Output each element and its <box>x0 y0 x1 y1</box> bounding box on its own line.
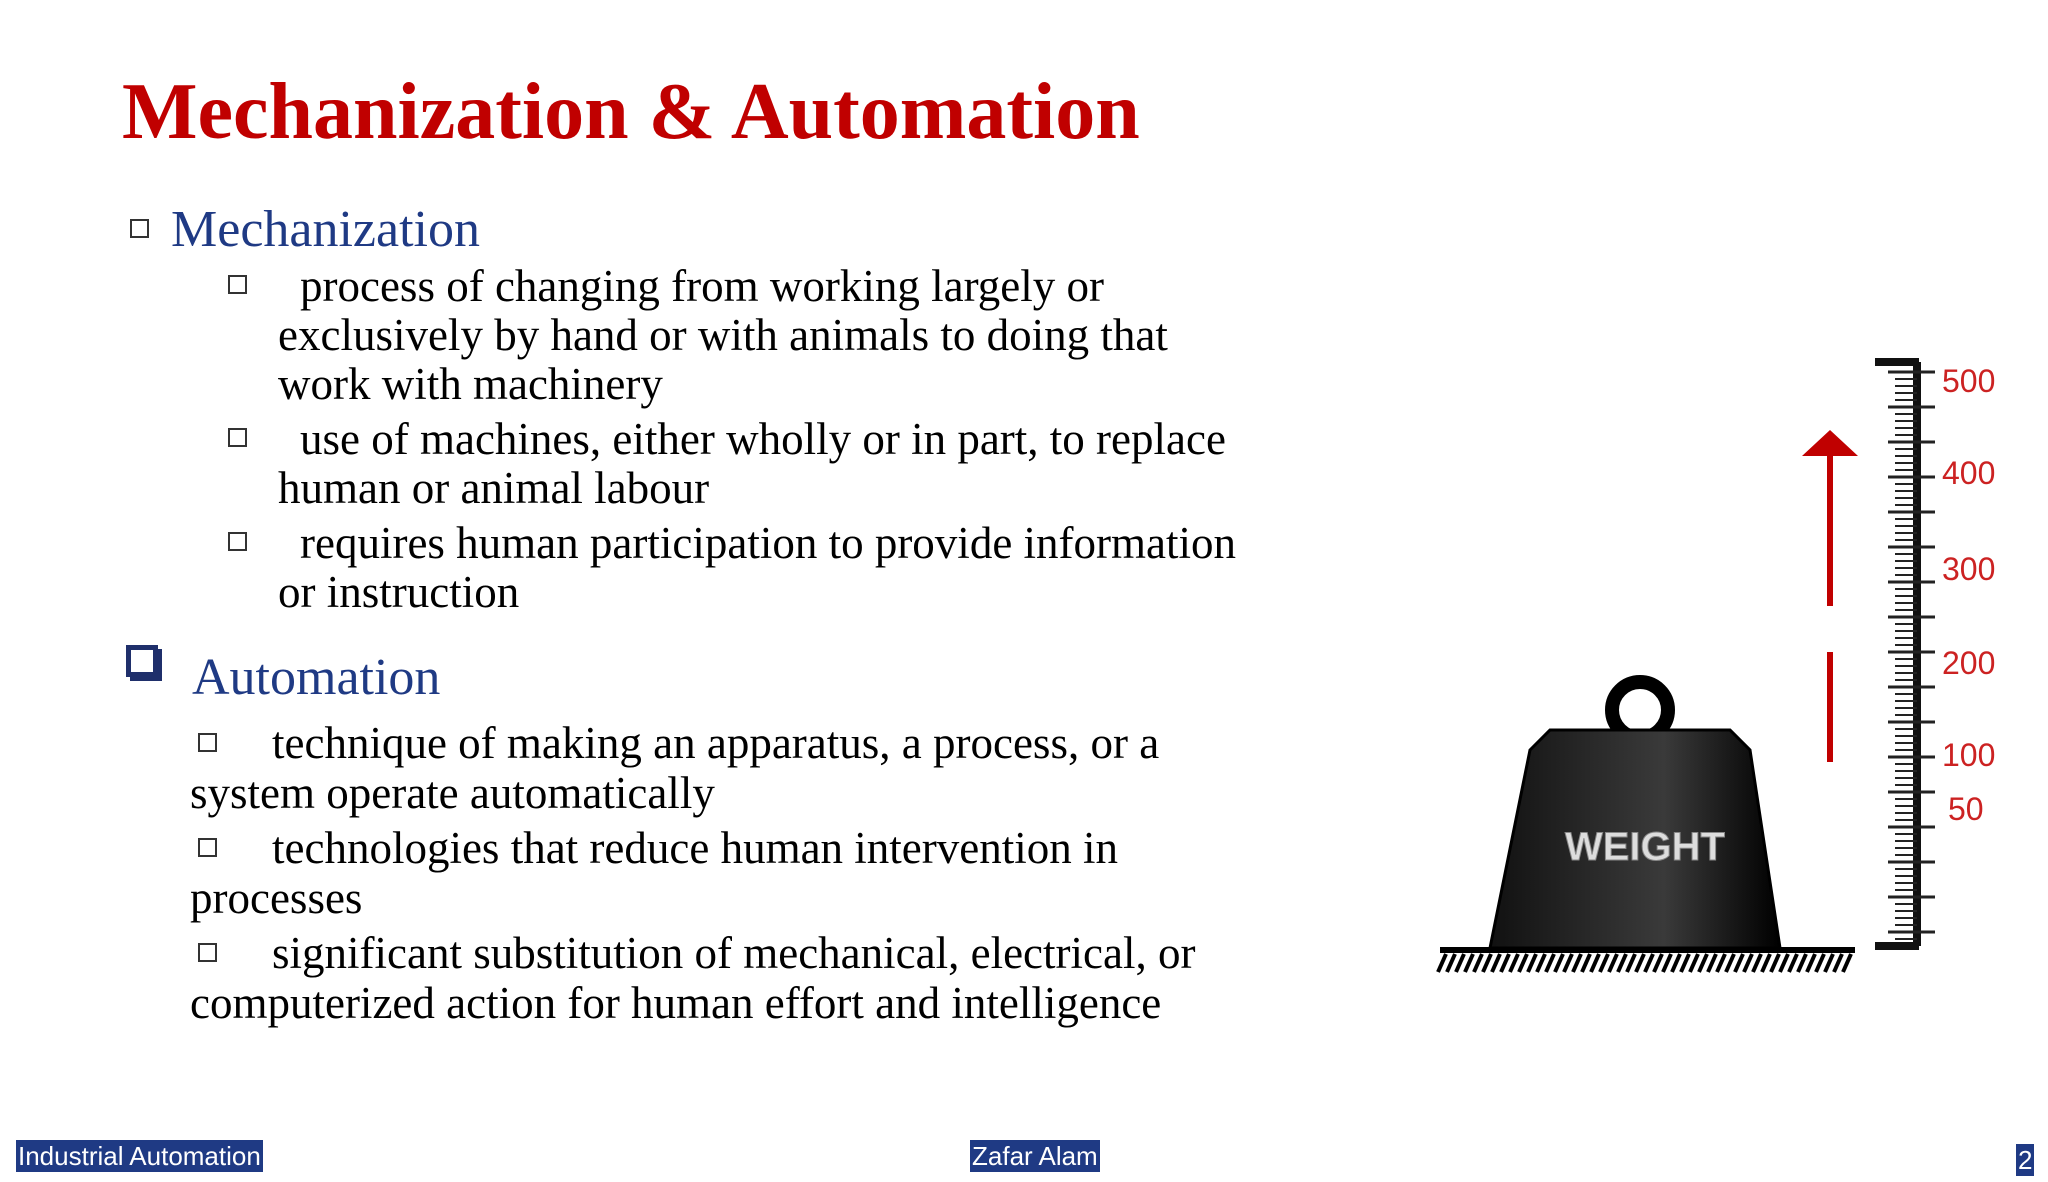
footer-author: Zafar Alam <box>972 1141 1098 1171</box>
hatch-line <box>1555 954 1563 972</box>
footer-page-number: 2 <box>2018 1145 2033 1175</box>
hatch-line <box>1609 954 1617 972</box>
scale-label: 300 <box>1942 551 1996 587</box>
hatch-line <box>1699 954 1707 972</box>
automation-heading: Automation <box>192 649 441 706</box>
hatch-line <box>1753 954 1761 972</box>
hatch-line <box>1492 954 1500 972</box>
hatch-line <box>1744 954 1752 972</box>
hatch-line <box>1825 954 1833 972</box>
hatch-line <box>1780 954 1788 972</box>
hatch-line <box>1663 954 1671 972</box>
scale-label: 200 <box>1942 645 1996 681</box>
checkbox-bullet-icon <box>198 838 217 857</box>
list-item: significant substitution of mechanical, electrical, or <box>272 928 1196 978</box>
hatch-line <box>1681 954 1689 972</box>
checkbox-bullet-icon <box>198 943 217 962</box>
hatch-line <box>1627 954 1635 972</box>
checkbox-bullet-icon <box>126 645 158 677</box>
weight-scale-illustration <box>1430 350 2030 990</box>
list-item-continued: computerized action for human effort and intelligence <box>190 978 1162 1028</box>
hatch-line <box>1690 954 1698 972</box>
list-item-continued: human or animal labour <box>278 463 710 513</box>
hatch-line <box>1789 954 1797 972</box>
hatch-line <box>1834 954 1842 972</box>
hatch-line <box>1510 954 1518 972</box>
hatch-line <box>1438 954 1446 972</box>
hatch-line <box>1537 954 1545 972</box>
upward-arrow-icon <box>1802 430 1858 762</box>
hatch-line <box>1618 954 1626 972</box>
list-item-continued: work with machinery <box>278 359 663 409</box>
weight-label: WEIGHT <box>1565 825 1725 869</box>
hatch-line <box>1573 954 1581 972</box>
hatch-line <box>1582 954 1590 972</box>
list-item: use of machines, either wholly or in part, to replace <box>300 414 1226 464</box>
hatch-line <box>1546 954 1554 972</box>
hatch-line <box>1762 954 1770 972</box>
hatch-line <box>1717 954 1725 972</box>
hatch-line <box>1807 954 1815 972</box>
hatch-line <box>1447 954 1455 972</box>
checkbox-bullet-icon <box>130 219 149 238</box>
list-item: requires human participation to provide information <box>300 518 1236 568</box>
scale-label: 500 <box>1942 363 1996 399</box>
hatch-line <box>1843 954 1851 972</box>
footer-course-title: Industrial Automation <box>18 1141 261 1171</box>
hatch-line <box>1636 954 1644 972</box>
hatch-line <box>1798 954 1806 972</box>
weight-icon <box>1490 682 1780 948</box>
list-item: process of changing from working largely or <box>300 261 1104 311</box>
scale-label: 50 <box>1948 791 1984 827</box>
hatch-line <box>1456 954 1464 972</box>
hatch-line <box>1654 954 1662 972</box>
checkbox-bullet-icon <box>228 428 247 447</box>
hatch-line <box>1645 954 1653 972</box>
hatch-line <box>1816 954 1824 972</box>
hatch-line <box>1591 954 1599 972</box>
hatch-line <box>1600 954 1608 972</box>
hatch-line <box>1672 954 1680 972</box>
list-item-continued: or instruction <box>278 567 520 617</box>
list-item: technologies that reduce human intervention in <box>272 823 1118 873</box>
hatch-line <box>1708 954 1716 972</box>
checkbox-bullet-icon <box>228 275 247 294</box>
checkbox-bullet-icon <box>228 532 247 551</box>
list-item-continued: system operate automatically <box>190 768 715 818</box>
hatch-line <box>1528 954 1536 972</box>
hatch-line <box>1726 954 1734 972</box>
scale-label: 100 <box>1942 737 1996 773</box>
slide-title: Mechanization & Automation <box>122 68 1140 156</box>
mechanization-heading: Mechanization <box>171 201 480 258</box>
hatch-line <box>1465 954 1473 972</box>
hatch-line <box>1501 954 1509 972</box>
list-item-continued: processes <box>190 873 363 923</box>
list-item: technique of making an apparatus, a process, or a <box>272 718 1160 768</box>
hatch-line <box>1564 954 1572 972</box>
list-item-continued: exclusively by hand or with animals to doing that <box>278 310 1168 360</box>
hatch-line <box>1735 954 1743 972</box>
measurement-scale <box>1875 362 1995 946</box>
ground-hatch <box>1438 950 1855 972</box>
hatch-line <box>1771 954 1779 972</box>
hatch-line <box>1483 954 1491 972</box>
hatch-line <box>1474 954 1482 972</box>
hatch-line <box>1519 954 1527 972</box>
checkbox-bullet-icon <box>198 733 217 752</box>
scale-label: 400 <box>1942 455 1996 491</box>
